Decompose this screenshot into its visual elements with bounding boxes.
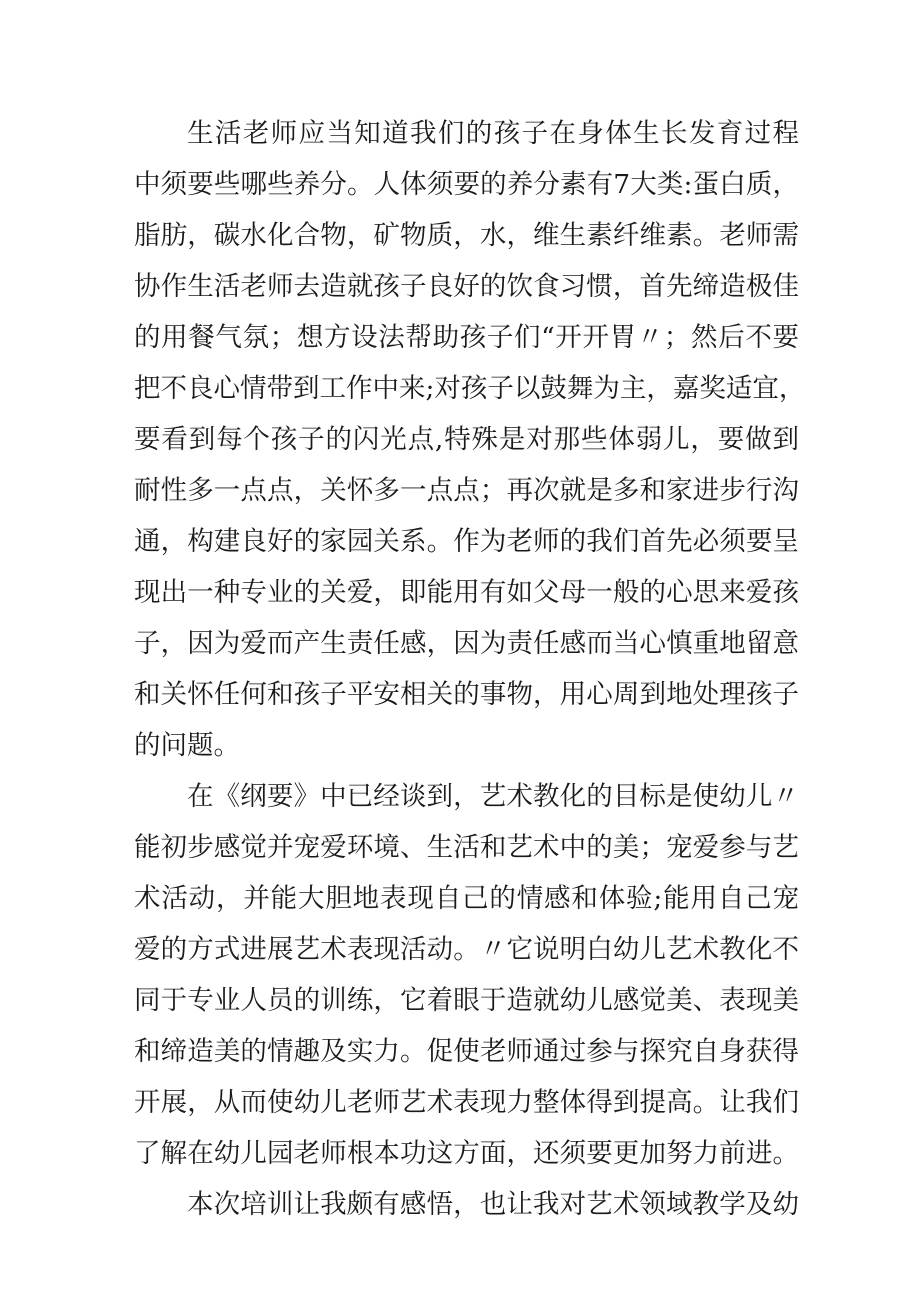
text-line: 在《纲要》中已经谈到，艺术教化的目标是使幼儿〃	[187, 781, 799, 812]
text-line: 把不良心情带到工作中来;对孩子以鼓舞为主，嘉奖适宜，	[134, 373, 806, 404]
text-line: 要看到每个孩子的闪光点,特殊是对那些体弱儿，要做到	[134, 424, 799, 455]
text-line: 耐性多一点点，关怀多一点点；再次就是多和家进步行沟	[134, 475, 799, 506]
text-line: 能初步感觉并宠爱环境、生活和艺术中的美；宠爱参与艺	[134, 832, 799, 863]
document-body	[134, 108, 806, 1230]
text-line: 中须要些哪些养分。人体须要的养分素有7大类:蛋白质，	[134, 169, 799, 200]
text-line: 开展，从而使幼儿老师艺术表现力整体得到提高。让我们	[134, 1087, 799, 1118]
text-line: 脂肪，碳水化合物，矿物质，水，维生素纤维素。老师需	[134, 220, 799, 251]
text-line: 术活动，并能大胆地表现自己的情感和体验;能用自己宠	[134, 883, 799, 914]
text-line: 的问题。	[134, 730, 240, 761]
text-line: 通，构建良好的家园关系。作为老师的我们首先必须要呈	[134, 526, 799, 557]
paragraph-nutrition	[134, 108, 806, 771]
text-line: 生活老师应当知道我们的孩子在身体生长发育过程	[187, 118, 799, 149]
text-line: 了解在幼儿园老师根本功这方面，还须要更加努力前进。	[134, 1138, 799, 1169]
paragraph-art-education	[134, 771, 799, 1179]
text-line: 爱的方式进展艺术表现活动。〃它说明白幼儿艺术教化不	[134, 934, 799, 965]
text-line: 和缔造美的情趣及实力。促使老师通过参与探究自身获得	[134, 1036, 799, 1067]
text-line: 现出一种专业的关爱，即能用有如父母一般的心思来爱孩	[134, 577, 799, 608]
text-line: 同于专业人员的训练，它着眼于造就幼儿感觉美、表现美	[134, 985, 799, 1016]
text-line: 本次培训让我颇有感悟，也让我对艺术领域教学及幼	[187, 1189, 799, 1220]
paragraph-training-reflection	[134, 1179, 799, 1230]
text-line: 协作生活老师去造就孩子良好的饮食习惯，首先缔造极佳	[134, 271, 799, 302]
text-line: 的用餐气氛；想方设法帮助孩子们“开开胃〃；然后不要	[134, 322, 799, 353]
text-line: 子，因为爱而产生责任感，因为责任感而当心慎重地留意	[134, 628, 799, 659]
text-line: 和关怀任何和孩子平安相关的事物，用心周到地处理孩子	[134, 679, 799, 710]
